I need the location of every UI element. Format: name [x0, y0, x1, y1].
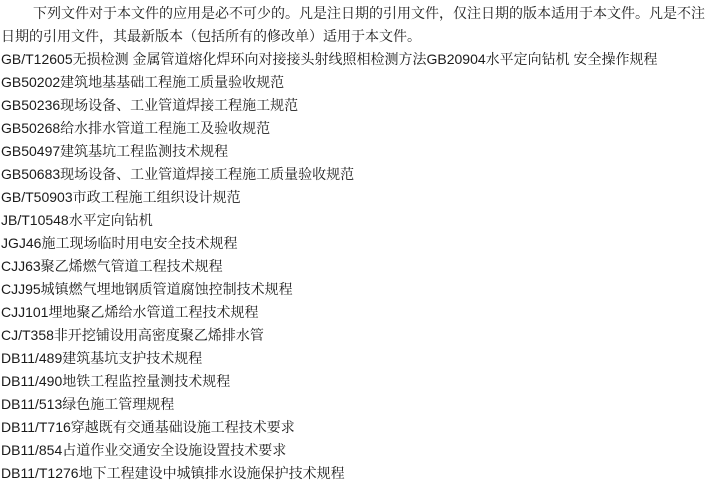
- reference-item: DB11/513绿色施工管理规程: [1, 396, 175, 412]
- reference-item: CJJ63聚乙烯燃气管道工程技术规程: [1, 258, 223, 274]
- reference-item: GB50497建筑基坑工程监测技术规程: [1, 143, 229, 159]
- reference-item: DB11/T716穿越既有交通基础设施工程技术要求: [1, 419, 295, 435]
- reference-item: DB11/854占道作业交通安全设施设置技术要求: [1, 442, 287, 458]
- reference-item: GB/T50903市政工程施工组织设计规范: [1, 189, 241, 205]
- reference-item: DB11/489建筑基坑支护技术规程: [1, 350, 203, 366]
- reference-item: GB50236现场设备、工业管道焊接工程施工规范: [1, 97, 299, 113]
- reference-item: JGJ46施工现场临时用电安全技术规程: [1, 235, 238, 251]
- reference-item: JB/T10548水平定向钻机: [1, 212, 153, 228]
- reference-item: DB11/490地铁工程监控量测技术规程: [1, 373, 231, 389]
- reference-item: GB/T12605无损检测 金属管道熔化焊环向对接接头射线照相检测方法GB20904水平定向钻机 安全操作规程: [1, 51, 658, 67]
- reference-item: GB50683现场设备、工业管道焊接工程施工质量验收规范: [1, 166, 355, 182]
- reference-item: CJJ95城镇燃气埋地钢质管道腐蚀控制技术规程: [1, 281, 293, 297]
- reference-item: GB50268给水排水管道工程施工及验收规范: [1, 120, 271, 136]
- reference-item: CJ/T358非开挖铺设用高密度聚乙烯排水管: [1, 327, 264, 343]
- reference-item: GB50202建筑地基基础工程施工质量验收规范: [1, 74, 285, 90]
- intro-line-1: 下列文件对于本文件的应用是必不可少的。凡是注日期的引用文件，仅注日期的版本适用于本文件。凡是不注: [33, 5, 705, 21]
- reference-item: DB11/T1276地下工程建设中城镇排水设施保护技术规程: [1, 465, 345, 481]
- reference-item: CJJ101埋地聚乙烯给水管道工程技术规程: [1, 304, 259, 320]
- intro-line-2: 日期的引用文件，其最新版本（包括所有的修改单）适用于本文件。: [1, 28, 421, 44]
